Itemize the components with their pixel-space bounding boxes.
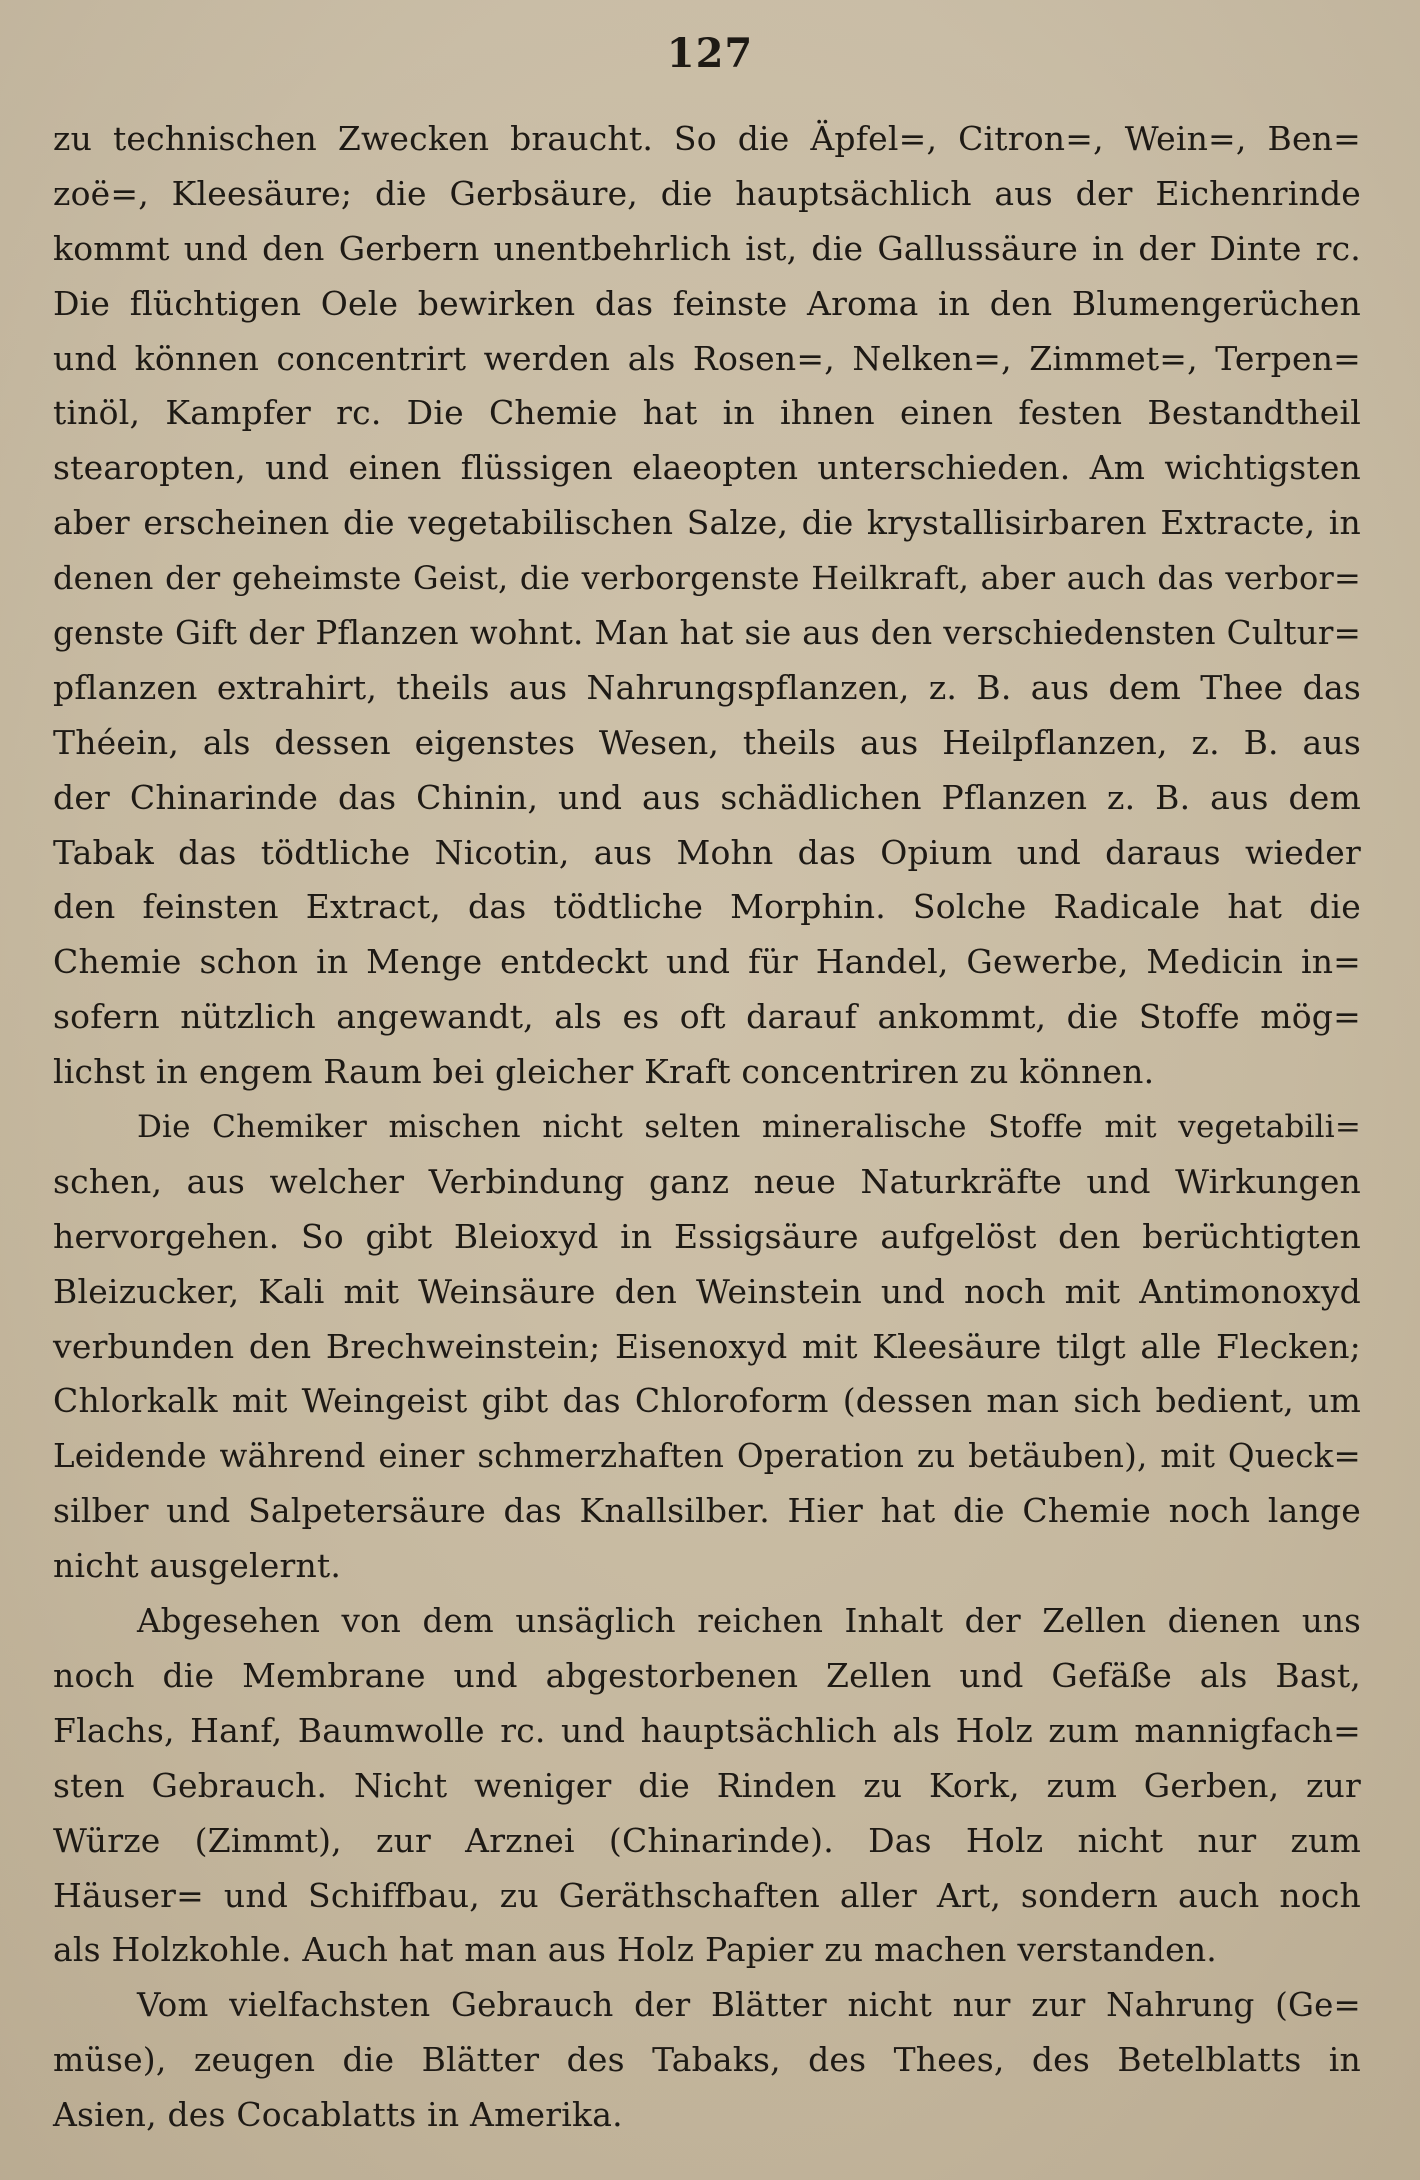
text-line: lichst in engem Raum bei gleicher Kraft concentriren zu können. [53, 1052, 1155, 1092]
text-line: Die flüchtigen Oele bewirken das feinste Aroma in den Blumengerüchen [53, 283, 1361, 323]
text-line: denen der geheimste Geist, die verborgenste Heilkraft, aber auch das verbor= [53, 559, 1361, 598]
text-line: zu technischen Zwecken braucht. So die Äpfel=, Citron=, Wein=, Ben= [53, 119, 1361, 158]
text-line: sten Gebrauch. Nicht weniger die Rinden zu Kork, zum Gerben, zur [53, 1765, 1361, 1805]
text-line: Théein, als dessen eigenstes Wesen, theils aus Heilpflanzen, z. B. aus [53, 722, 1361, 762]
text-line: müse), zeugen die Blätter des Tabaks, des Thees, des Betelblatts in [53, 2040, 1361, 2080]
text-line: Asien, des Cocablatts in Amerika. [53, 2095, 623, 2135]
text-line: den feinsten Extract, das tödtliche Morphin. Solche Radicale hat die [53, 887, 1361, 927]
text-line: der Chinarinde das Chinin, und aus schädlichen Pflanzen z. B. aus dem [53, 777, 1361, 817]
text-line: sofern nützlich angewandt, als es oft darauf ankommt, die Stoffe mög= [53, 997, 1361, 1037]
text-line: stearopten, und einen flüssigen elaeopten unterschieden. Am wichtigsten [53, 448, 1361, 488]
text-line: kommt und den Gerbern unentbehrlich ist, die Gallussäure in der Dinte rc. [53, 228, 1361, 268]
text-line: pflanzen extrahirt, theils aus Nahrungspflanzen, z. B. aus dem Thee das [53, 667, 1361, 707]
text-line: Leidende während einer schmerzhaften Operation zu betäuben), mit Queck= [53, 1437, 1361, 1476]
text-line: Flachs, Hanf, Baumwolle rc. und hauptsächlich als Holz zum mannigfach= [53, 1710, 1361, 1750]
text-line: Tabak das tödtliche Nicotin, aus Mohn das Opium und daraus wieder [53, 832, 1361, 872]
text-line: und können concentrirt werden als Rosen=, Nelken=, Zimmet=, Terpen= [53, 338, 1361, 378]
text-line: silber und Salpetersäure das Knallsilber. Hier hat die Chemie noch lange [53, 1491, 1361, 1531]
text-line: tinöl, Kampfer rc. Die Chemie hat in ihnen einen festen Bestandtheil [53, 393, 1361, 433]
text-line: als Holzkohle. Auch hat man aus Holz Papier zu machen verstanden. [53, 1930, 1217, 1970]
text-line: Vom vielfachsten Gebrauch der Blätter nicht nur zur Nahrung (Ge= [137, 1986, 1361, 2025]
text-line: aber erscheinen die vegetabilischen Salze, die krystallisirbaren Extracte, in [53, 503, 1361, 543]
text-line: Die Chemiker mischen nicht selten mineralische Stoffe mit vegetabili= [137, 1109, 1361, 1146]
body-text [53, 112, 1361, 2143]
text-line: Bleizucker, Kali mit Weinsäure den Weinstein und noch mit Antimonoxyd [53, 1271, 1361, 1311]
text-line: Abgesehen von dem unsäglich reichen Inhalt der Zellen dienen uns [137, 1602, 1361, 1641]
text-line: noch die Membrane und abgestorbenen Zellen und Gefäße als Bast, [53, 1655, 1361, 1695]
text-line: Würze (Zimmt), zur Arznei (Chinarinde). Das Holz nicht nur zum [53, 1820, 1361, 1860]
text-line: Häuser= und Schiffbau, zu Geräthschaften aller Art, sondern auch noch [53, 1875, 1361, 1915]
text-line: verbunden den Brechweinstein; Eisenoxyd mit Kleesäure tilgt alle Flecken; [53, 1326, 1361, 1366]
text-line: schen, aus welcher Verbindung ganz neue Naturkräfte und Wirkungen [53, 1161, 1361, 1201]
text-line: genste Gift der Pflanzen wohnt. Man hat sie aus den verschiedensten Cultur= [53, 614, 1361, 653]
text-line: hervorgehen. So gibt Bleioxyd in Essigsäure aufgelöst den berüchtigten [53, 1216, 1361, 1256]
text-line: Chlorkalk mit Weingeist gibt das Chloroform (dessen man sich bedient, um [53, 1381, 1361, 1421]
text-line: zoë=, Kleesäure; die Gerbsäure, die hauptsächlich aus der Eichenrinde [53, 173, 1361, 213]
text-line: nicht ausgelernt. [53, 1546, 342, 1586]
page-number: 127 [666, 30, 754, 77]
text-line: Chemie schon in Menge entdeckt und für Handel, Gewerbe, Medicin in= [53, 942, 1361, 982]
